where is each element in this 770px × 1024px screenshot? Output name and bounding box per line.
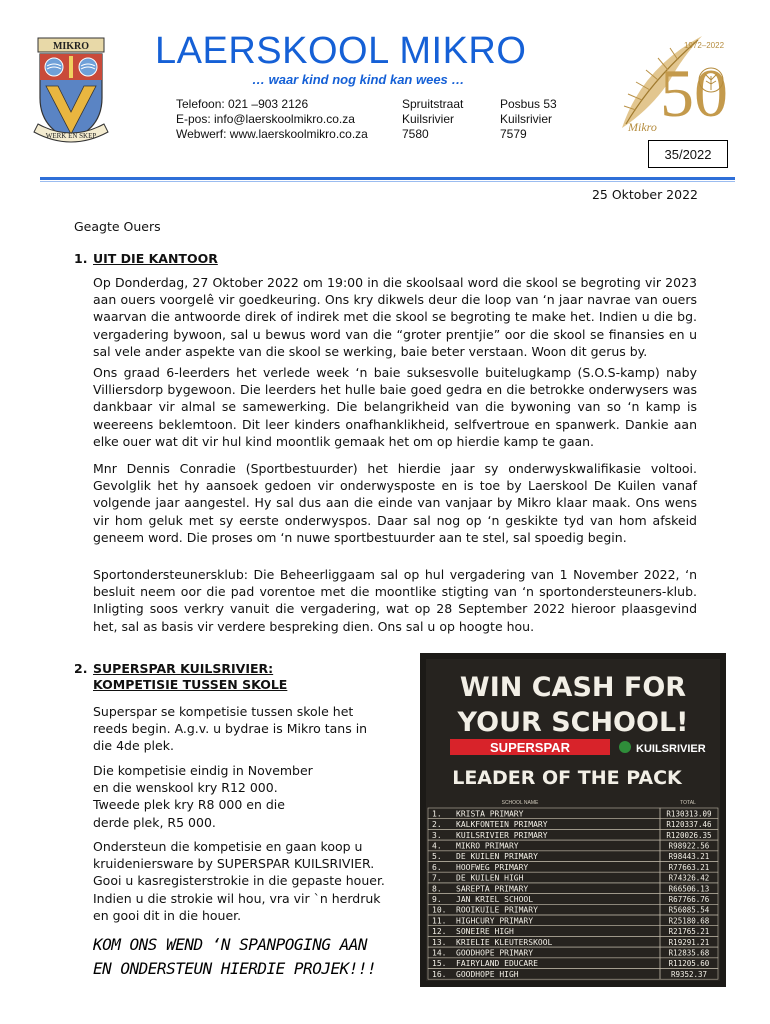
crest-banner-text: MIKRO <box>52 41 90 52</box>
board-rank: 2. <box>432 820 442 830</box>
section-2-title-line: KOMPETISIE TUSSEN SKOLE <box>93 677 288 692</box>
board-total: R74326.42 <box>668 873 710 883</box>
board-school-name: MIKRO PRIMARY <box>456 841 519 851</box>
anniversary-number: 50 <box>660 55 728 131</box>
school-motto: … waar kind nog kind kan wees … <box>252 72 465 87</box>
street-address <box>402 97 463 142</box>
board-rank: 14. <box>432 948 447 958</box>
board-total: R56085.54 <box>668 905 710 915</box>
board-total: R11205.60 <box>668 959 710 969</box>
board-total: R9352.37 <box>670 969 708 979</box>
board-rank: 15. <box>432 959 447 969</box>
board-rank: 16. <box>432 969 447 979</box>
board-total: R25180.68 <box>668 916 710 926</box>
anniversary-50-logo <box>612 28 732 143</box>
street-address-line: Kuilsrivier <box>402 112 455 126</box>
street-address-line: 7580 <box>402 127 429 141</box>
board-school-name: HOOFWEG PRIMARY <box>456 862 529 872</box>
board-total: R66506.13 <box>668 884 710 894</box>
board-branch: KUILSRIVIER <box>636 743 706 755</box>
board-rank: 8. <box>432 884 442 894</box>
board-school-name: GOODHOPE HIGH <box>456 969 519 979</box>
board-total: R67766.76 <box>668 895 710 904</box>
board-rank: 4. <box>432 841 442 851</box>
crest-motto-text: WERK EN SKEP <box>45 132 97 140</box>
board-school-name: HIGHCURY PRIMARY <box>456 916 534 926</box>
section-2-paragraph: Superspar se kompetisie tussen skole het reeds begin. A.g.v. u bydrae is Mikro tans in die 4de plek. <box>93 704 368 754</box>
postal-address <box>500 97 557 142</box>
board-school-name: KRIELIE KLEUTERSKOOL <box>456 937 553 947</box>
board-school-name: FAIRYLAND EDUCARE <box>456 959 538 969</box>
board-rank: 5. <box>432 852 442 862</box>
board-rank: 9. <box>432 895 442 904</box>
board-column-header: TOTAL <box>680 800 696 806</box>
phone-line: Telefoon: 021 –903 2126 <box>176 97 309 111</box>
section-1-paragraph: Op Donderdag, 27 Oktober 2022 om 19:00 in die skoolsaal word die skool se begroting vir 2023 aan ouers voorgelê vir goedkeuring. Ons kry dikwels deur die loop van ‘n jaar navrae van ouers waarvan die antwoorde direk of indirek met die skool se begroting te make het. Indien u die bg. vergadering bywoon, sal u bewus word van die “groter prentjie” oor die skool se finansies en u sal vele ander aspekte van die skool se werking, baie beter verstaan. Woon dit gerus by. <box>93 275 697 359</box>
section-2-title-line: SUPERSPAR KUILSRIVIER: <box>93 661 274 676</box>
board-total: R98922.56 <box>668 841 710 851</box>
header-divider-thin <box>40 181 735 182</box>
board-total: R21765.21 <box>668 927 710 937</box>
board-headline: YOUR SCHOOL! <box>457 707 689 738</box>
board-school-name: ROOIKUILE PRIMARY <box>456 905 538 915</box>
street-address-line: Spruitstraat <box>402 97 464 111</box>
board-rank: 6. <box>432 862 442 872</box>
postal-address-line: Posbus 53 <box>500 97 557 111</box>
section-2-number: 2. <box>74 661 88 676</box>
board-subhead: LEADER OF THE PACK <box>452 767 682 789</box>
email-line: E-pos: info@laerskoolmikro.co.za <box>176 112 355 126</box>
board-total: R19291.21 <box>668 937 710 947</box>
board-school-name: SONEIRE HIGH <box>456 927 514 937</box>
anniversary-script: Mikro <box>628 120 657 134</box>
board-rank: 11. <box>432 916 447 926</box>
postal-address-line: 7579 <box>500 127 527 141</box>
board-school-name: KUILSRIVIER PRIMARY <box>456 830 548 840</box>
call-to-action-line: KOM ONS WEND ‘N SPANPOGING AAN <box>93 935 367 954</box>
postal-address-line: Kuilsrivier <box>500 112 553 126</box>
board-school-name: SAREPTA PRIMARY <box>456 884 529 894</box>
section-1-paragraph: Mnr Dennis Conradie (Sportbestuurder) het hierdie jaar sy onderwyskwalifikasie voltooi. Gevolglik het hy aansoek gedoen vir onderwysposte en is toe by Laerskool De Kuilen vanaf volgende jaar aangestel. Hy sal dus aan die einde van vanjaar by Mikro klaar maak. Ons wens vir hom geluk met sy eerste onderwyspos. Daar sal nog op ‘n geskikte tyd van hom afskeid geneem word. Die proses om ‘n nuwe sportbestuurder aan te stel, sal spoedig begin. <box>93 461 697 545</box>
board-total: R120026.35 <box>666 830 712 840</box>
board-school-name: KRISTA PRIMARY <box>456 809 524 819</box>
header-divider <box>40 177 735 180</box>
school-name-title: LAERSKOOL MIKRO <box>155 30 527 72</box>
section-1-paragraph: Sportondersteunersklub: Die Beheerliggaam sal op hul vergadering van 1 November 2022, ‘n besluit neem oor die pad vorentoe met die moontlike stigting van ‘n sportondersteuners-klub. Inligting soos verkry vanuit die vergadering, wat op 28 September 2022 hieroor plaasgevind het, sal as basis vir verdere bespreking dien. Ons sal u op hoogte hou. <box>93 567 697 634</box>
board-rank: 7. <box>432 873 442 883</box>
board-total: R120337.46 <box>666 820 712 830</box>
board-headline: WIN CASH FOR <box>459 672 687 703</box>
board-school-name: DE KUILEN PRIMARY <box>456 852 538 862</box>
board-rank: 13. <box>432 937 447 947</box>
board-brand: SUPERSPAR <box>490 740 570 755</box>
board-total: R130313.09 <box>666 809 712 819</box>
board-total: R98443.21 <box>668 852 710 862</box>
board-rank: 10. <box>432 905 447 915</box>
section-2-paragraph: Die kompetisie eindig in November en die wenskool kry R12 000. Tweede plek kry R8 000 en die derde plek, R5 000. <box>93 763 313 830</box>
contact-details <box>176 97 368 142</box>
board-total: R12835.68 <box>668 948 710 958</box>
letter-greeting: Geagte Ouers <box>74 219 161 234</box>
board-rank: 3. <box>432 830 442 840</box>
section-2-paragraph: Ondersteun die kompetisie en gaan koop u kruideniersware by SUPERSPAR KUILSRIVIER. Gooi u kasregisterstrokie in die gepaste houer. Indien u die strokie wil hou, vra vir `n herdruk en gooi dit in die houer. <box>93 839 385 923</box>
board-total: R77663.21 <box>668 862 710 872</box>
board-school-name: GOODHOPE PRIMARY <box>456 948 534 958</box>
board-school-name: DE KUILEN HIGH <box>456 873 524 883</box>
board-rank: 12. <box>432 927 447 937</box>
board-rank: 1. <box>432 809 442 819</box>
board-column-header: SCHOOL NAME <box>501 800 539 806</box>
school-crest-logo <box>32 36 110 148</box>
issue-number-box: 35/2022 <box>648 140 728 168</box>
board-school-name: JAN KRIEL SCHOOL <box>456 895 534 904</box>
call-to-action-line: EN ONDERSTEUN HIERDIE PROJEK!!! <box>93 959 377 978</box>
website-line: Webwerf: www.laerskoolmikro.co.za <box>176 127 368 141</box>
superspar-leaderboard-photo <box>420 653 726 987</box>
board-school-name: KALKFONTEIN PRIMARY <box>456 820 548 830</box>
section-1-paragraph: Ons graad 6-leerders het verlede week ‘n baie suksesvolle buitelugkamp (S.O.S-kamp) naby Villiersdorp bygewoon. Die leerders het hulle baie goed gedra en die betrokke onderwysers was dankbaar vir almal se samewerking. Die belangrikheid van die bywoning van so ‘n kamp is weereens beklemtoon. Dit leer kinders onafhanklikheid, selfvertroue en spanwerk. Dankie aan elke ouer wat dit vir hul kind moontlik gemaak het om op hierdie kamp te gaan. <box>93 365 697 449</box>
letter-date: 25 Oktober 2022 <box>591 187 698 202</box>
section-1-title: UIT DIE KANTOOR <box>93 251 218 266</box>
superspar-logo-icon <box>619 741 631 753</box>
call-to-action <box>93 933 403 981</box>
section-2-title <box>93 661 287 693</box>
section-1-number: 1. <box>74 251 88 266</box>
anniversary-years: 1972–2022 <box>683 41 725 50</box>
